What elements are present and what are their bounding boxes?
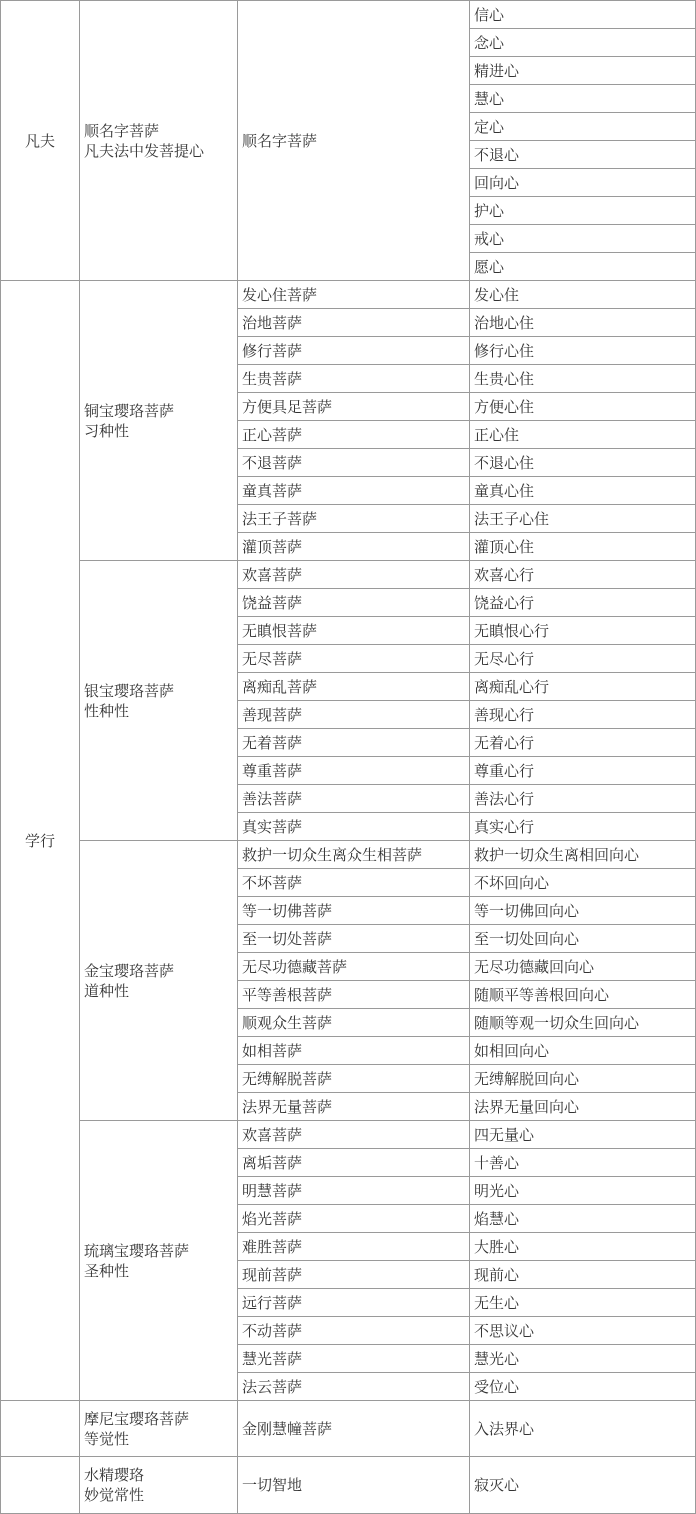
bodhisattva-cell: 方便具足菩萨 <box>238 393 470 421</box>
stage-shui-bodhisattva: 一切智地 <box>238 1457 470 1514</box>
bodhisattva-cell: 无瞋恨菩萨 <box>238 617 470 645</box>
bodhisattva-cell: 不坏菩萨 <box>238 869 470 897</box>
heart-cell: 信心 <box>470 1 696 29</box>
heart-cell: 无生心 <box>470 1289 696 1317</box>
bodhisattva-cell: 离痴乱菩萨 <box>238 673 470 701</box>
bodhisattva-cell: 现前菩萨 <box>238 1261 470 1289</box>
heart-cell: 离痴乱心行 <box>470 673 696 701</box>
bodhisattva-cell: 欢喜菩萨 <box>238 561 470 589</box>
bodhisattva-cell: 明慧菩萨 <box>238 1177 470 1205</box>
stage-shui-heart: 寂灭心 <box>470 1457 696 1514</box>
heart-cell: 无着心行 <box>470 729 696 757</box>
table-body <box>1 1 696 1514</box>
group-4-desc <box>80 1121 238 1401</box>
bodhisattva-cell: 正心菩萨 <box>238 421 470 449</box>
group-nature: 圣种性 <box>84 1261 130 1280</box>
bodhisattva-cell: 饶益菩萨 <box>238 589 470 617</box>
group-nature: 道种性 <box>84 981 130 1000</box>
stage-mani-name: 摩尼宝璎珞菩萨 <box>84 1409 190 1428</box>
heart-cell: 救护一切众生离相回向心 <box>470 841 696 869</box>
table-row <box>1 1457 696 1514</box>
group-name: 银宝璎珞菩萨 <box>84 681 175 700</box>
stage-shui-name: 水精璎珞 <box>84 1466 145 1484</box>
heart-cell: 不坏回向心 <box>470 869 696 897</box>
heart-cell: 方便心住 <box>470 393 696 421</box>
heart-cell: 正心住 <box>470 421 696 449</box>
group-nature: 性种性 <box>84 701 130 720</box>
bodhisattva-cell: 远行菩萨 <box>238 1289 470 1317</box>
stage-fanfu-name: 顺名字菩萨 <box>84 121 160 140</box>
bodhisattva-cell: 难胜菩萨 <box>238 1233 470 1261</box>
heart-cell: 真实心行 <box>470 813 696 841</box>
bodhisattva-cell: 平等善根菩萨 <box>238 981 470 1009</box>
group-name: 金宝璎珞菩萨 <box>84 961 175 980</box>
bodhisattva-cell: 焰光菩萨 <box>238 1205 470 1233</box>
group-name: 琉璃宝璎珞菩萨 <box>84 1241 190 1260</box>
heart-cell: 善法心行 <box>470 785 696 813</box>
bodhisattva-cell: 生贵菩萨 <box>238 365 470 393</box>
heart-cell: 焰慧心 <box>470 1205 696 1233</box>
heart-cell: 回向心 <box>470 169 696 197</box>
table-row <box>1 1 696 29</box>
bodhisattva-cell: 顺观众生菩萨 <box>238 1009 470 1037</box>
heart-cell: 发心住 <box>470 281 696 309</box>
heart-cell: 不退心住 <box>470 449 696 477</box>
heart-cell: 不退心 <box>470 141 696 169</box>
stage-mani-level <box>1 1401 80 1457</box>
heart-cell: 戒心 <box>470 225 696 253</box>
heart-cell: 灌顶心住 <box>470 533 696 561</box>
heart-cell: 修行心住 <box>470 337 696 365</box>
group-1-desc <box>80 281 238 561</box>
heart-cell: 善现心行 <box>470 701 696 729</box>
bodhisattva-cell: 法界无量菩萨 <box>238 1093 470 1121</box>
table-row <box>1 281 696 309</box>
heart-cell: 慧光心 <box>470 1345 696 1373</box>
heart-cell: 饶益心行 <box>470 589 696 617</box>
bodhisattva-cell: 法云菩萨 <box>238 1373 470 1401</box>
heart-cell: 生贵心住 <box>470 365 696 393</box>
bodhisattva-cell: 无缚解脱菩萨 <box>238 1065 470 1093</box>
heart-cell: 随顺平等善根回向心 <box>470 981 696 1009</box>
group-3-desc <box>80 841 238 1121</box>
stage-mani-bodhisattva: 金刚慧幢菩萨 <box>238 1401 470 1457</box>
heart-cell: 念心 <box>470 29 696 57</box>
bodhisattva-cell: 善现菩萨 <box>238 701 470 729</box>
group-name: 铜宝璎珞菩萨 <box>84 401 175 420</box>
stage-mani-heart: 入法界心 <box>470 1401 696 1457</box>
stage-fanfu-desc <box>80 1 238 281</box>
stage-shui-nature: 妙觉常性 <box>84 1486 145 1504</box>
heart-cell: 至一切处回向心 <box>470 925 696 953</box>
bodhisattva-cell: 等一切佛菩萨 <box>238 897 470 925</box>
heart-cell: 四无量心 <box>470 1121 696 1149</box>
stage-shui-level <box>1 1457 80 1514</box>
bodhisattva-cell: 灌顶菩萨 <box>238 533 470 561</box>
table-row <box>1 1401 696 1457</box>
heart-cell: 无尽功德藏回向心 <box>470 953 696 981</box>
heart-cell: 现前心 <box>470 1261 696 1289</box>
heart-cell: 法界无量回向心 <box>470 1093 696 1121</box>
stage-fanfu-bodhisattva: 顺名字菩萨 <box>238 1 470 281</box>
table-row <box>1 1121 696 1149</box>
stage-xuexing: 学行 <box>1 281 80 1401</box>
stage-shui-desc <box>80 1457 238 1514</box>
bodhisattva-cell: 无着菩萨 <box>238 729 470 757</box>
stage-fanfu-note: 凡夫法中发菩提心 <box>84 141 205 160</box>
heart-cell: 不思议心 <box>470 1317 696 1345</box>
heart-cell: 随顺等观一切众生回向心 <box>470 1009 696 1037</box>
bodhisattva-cell: 离垢菩萨 <box>238 1149 470 1177</box>
bodhisattva-cell: 修行菩萨 <box>238 337 470 365</box>
bodhisattva-cell: 救护一切众生离众生相菩萨 <box>238 841 470 869</box>
bodhisattva-cell: 至一切处菩萨 <box>238 925 470 953</box>
bodhisattva-cell: 童真菩萨 <box>238 477 470 505</box>
heart-cell: 明光心 <box>470 1177 696 1205</box>
heart-cell: 如相回向心 <box>470 1037 696 1065</box>
heart-cell: 受位心 <box>470 1373 696 1401</box>
heart-cell: 无缚解脱回向心 <box>470 1065 696 1093</box>
bodhisattva-cell: 不动菩萨 <box>238 1317 470 1345</box>
bodhisattva-cell: 治地菩萨 <box>238 309 470 337</box>
bodhisattva-cell: 不退菩萨 <box>238 449 470 477</box>
bodhisattva-cell: 尊重菩萨 <box>238 757 470 785</box>
heart-cell: 定心 <box>470 113 696 141</box>
heart-cell: 精进心 <box>470 57 696 85</box>
stage-fanfu: 凡夫 <box>1 1 80 281</box>
heart-cell: 愿心 <box>470 253 696 281</box>
heart-cell: 童真心住 <box>470 477 696 505</box>
heart-cell: 法王子心住 <box>470 505 696 533</box>
table-row <box>1 841 696 869</box>
bodhisattva-cell: 无尽功德藏菩萨 <box>238 953 470 981</box>
heart-cell: 护心 <box>470 197 696 225</box>
heart-cell: 欢喜心行 <box>470 561 696 589</box>
bodhisattva-cell: 发心住菩萨 <box>238 281 470 309</box>
table-row <box>1 561 696 589</box>
heart-cell: 尊重心行 <box>470 757 696 785</box>
heart-cell: 无瞋恨心行 <box>470 617 696 645</box>
bodhisattva-cell: 无尽菩萨 <box>238 645 470 673</box>
group-2-desc <box>80 561 238 841</box>
heart-cell: 大胜心 <box>470 1233 696 1261</box>
heart-cell: 十善心 <box>470 1149 696 1177</box>
heart-cell: 慧心 <box>470 85 696 113</box>
bodhisattva-cell: 善法菩萨 <box>238 785 470 813</box>
bodhisattva-cell: 法王子菩萨 <box>238 505 470 533</box>
heart-cell: 无尽心行 <box>470 645 696 673</box>
bodhisattva-cell: 如相菩萨 <box>238 1037 470 1065</box>
stage-mani-desc <box>80 1401 238 1457</box>
bodhisattva-cell: 真实菩萨 <box>238 813 470 841</box>
heart-cell: 等一切佛回向心 <box>470 897 696 925</box>
stage-mani-nature: 等觉性 <box>84 1429 130 1448</box>
bodhisattva-cell: 慧光菩萨 <box>238 1345 470 1373</box>
group-nature: 习种性 <box>84 421 130 440</box>
bodhisattva-cell: 欢喜菩萨 <box>238 1121 470 1149</box>
heart-cell: 治地心住 <box>470 309 696 337</box>
